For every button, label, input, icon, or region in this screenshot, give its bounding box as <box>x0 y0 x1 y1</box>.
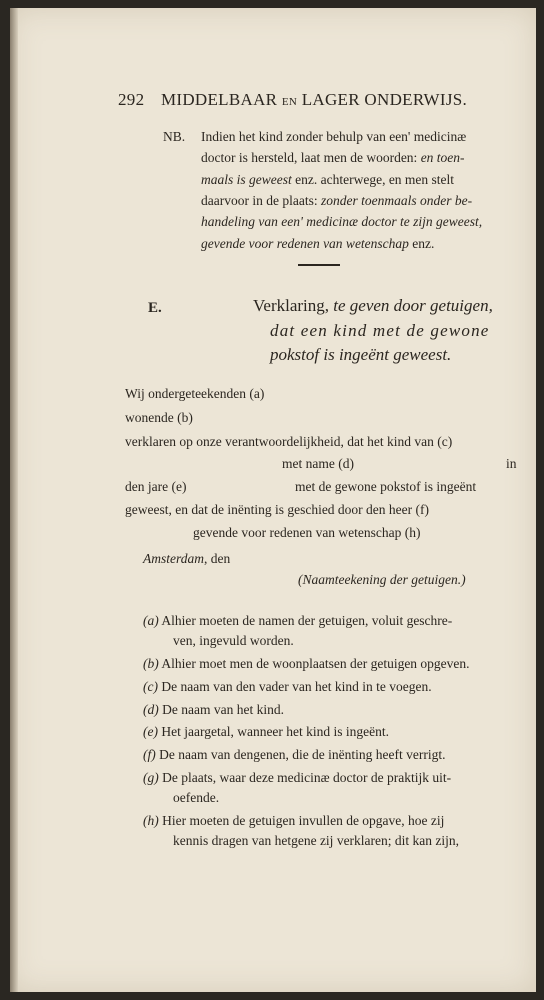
page-gutter <box>10 8 18 992</box>
running-header <box>118 90 467 110</box>
section-title-line-2: dat een kind met de gewone <box>270 321 490 340</box>
note-g-text-1: De plaats, waar deze medicinæ doctor de praktijk uit- <box>162 770 452 785</box>
note-c-mark: (c) <box>143 679 158 694</box>
note-h-text-2: kennis dragen van hetgene zij verklaren; dit kan zijn, <box>173 833 460 848</box>
form-line-6: geweest, en dat de inënting is geschied door den heer (f) <box>125 502 430 517</box>
section-title-roman: Verklaring, <box>253 296 330 315</box>
note-e <box>143 724 389 740</box>
note-g <box>143 770 451 786</box>
note-h <box>143 813 444 829</box>
form-line-5-right: met de gewone pokstof is ingeënt <box>295 479 477 494</box>
note-f-text: De naam van dengenen, die de inënting heeft verrigt. <box>159 747 446 762</box>
nb-line-6-roman: enz. <box>412 236 435 251</box>
note-g-mark: (g) <box>143 770 159 785</box>
form-line-4: met name (d) <box>282 456 354 471</box>
note-c <box>143 679 432 695</box>
note-a-text-2: ven, ingevuld worden. <box>173 633 294 648</box>
nb-line-5: handeling van een' medicinæ doctor te zijn geweest, <box>201 214 483 229</box>
note-h-text-1: Hier moeten de getuigen invullen de opgave, hoe zij <box>162 813 445 828</box>
nb-line-1: Indien het kind zonder behulp van een' medicinæ <box>201 129 467 144</box>
nb-line-4-italic: zonder toenmaals onder be- <box>320 193 473 208</box>
place-date-line <box>143 551 230 567</box>
note-g-text-2: oefende. <box>173 790 220 805</box>
form-line-7: gevende voor redenen van wetenschap (h) <box>193 525 421 540</box>
note-a-mark: (a) <box>143 613 159 628</box>
form-line-5: den jare (e) <box>125 479 187 494</box>
note-h-mark: (h) <box>143 813 159 828</box>
page-number: 292 <box>118 90 145 109</box>
section-title-italic: te geven door getuigen, <box>333 296 493 315</box>
nb-line-4-roman: daarvoor in de plaats: <box>201 193 318 208</box>
section-title-line-3: pokstof is ingeënt geweest. <box>270 345 452 364</box>
note-c-text: De naam van den vader van het kind in te voegen. <box>161 679 432 694</box>
signature-line: (Naamteekening der getuigen.) <box>298 572 466 587</box>
form-line-1: Wij ondergeteekenden (a) <box>125 386 265 401</box>
place-suffix: , den <box>204 551 231 566</box>
header-title-part1: MIDDELBAAR <box>160 90 278 109</box>
form-line-2: wonende (b) <box>125 410 193 425</box>
header-title-en: EN <box>281 96 298 108</box>
header-title-part2: LAGER ONDERWIJS. <box>301 90 468 109</box>
note-e-text: Het jaargetal, wanneer het kind is ingeënt. <box>161 724 390 739</box>
nb-line-3-italic: maals is geweest <box>201 172 292 187</box>
form-line-4-end: in <box>506 456 517 471</box>
note-d-mark: (d) <box>143 702 159 717</box>
nb-line-2-roman: doctor is hersteld, laat men de woorden: <box>201 150 418 165</box>
note-e-mark: (e) <box>143 724 158 739</box>
section-marker: E. <box>148 300 162 316</box>
note-a-text-1: Alhier moeten de namen der getuigen, voluit geschre- <box>161 613 453 628</box>
nb-line-4 <box>201 193 472 209</box>
nb-line-2-italic: en toen- <box>420 150 465 165</box>
note-b <box>143 656 470 672</box>
nb-line-6 <box>201 236 434 252</box>
nb-line-2 <box>201 150 465 166</box>
nb-line-3 <box>201 172 454 188</box>
form-line-3: verklaren op onze verantwoordelijkheid, dat het kind van (c) <box>125 434 453 449</box>
section-divider <box>298 264 340 266</box>
nb-line-3-roman: enz. achterwege, en men stelt <box>295 172 455 187</box>
section-title-line-1 <box>253 296 493 316</box>
note-d <box>143 702 284 718</box>
note-d-text: De naam van het kind. <box>162 702 284 717</box>
note-b-mark: (b) <box>143 656 159 671</box>
note-b-text: Alhier moet men de woonplaatsen der getuigen opgeven. <box>161 656 470 671</box>
note-f-mark: (f) <box>143 747 156 762</box>
note-f <box>143 747 446 763</box>
note-a <box>143 613 452 629</box>
nb-label: NB. <box>163 129 186 144</box>
place-name: Amsterdam <box>143 551 204 566</box>
nb-line-6-italic: gevende voor redenen van wetenschap <box>201 236 409 251</box>
